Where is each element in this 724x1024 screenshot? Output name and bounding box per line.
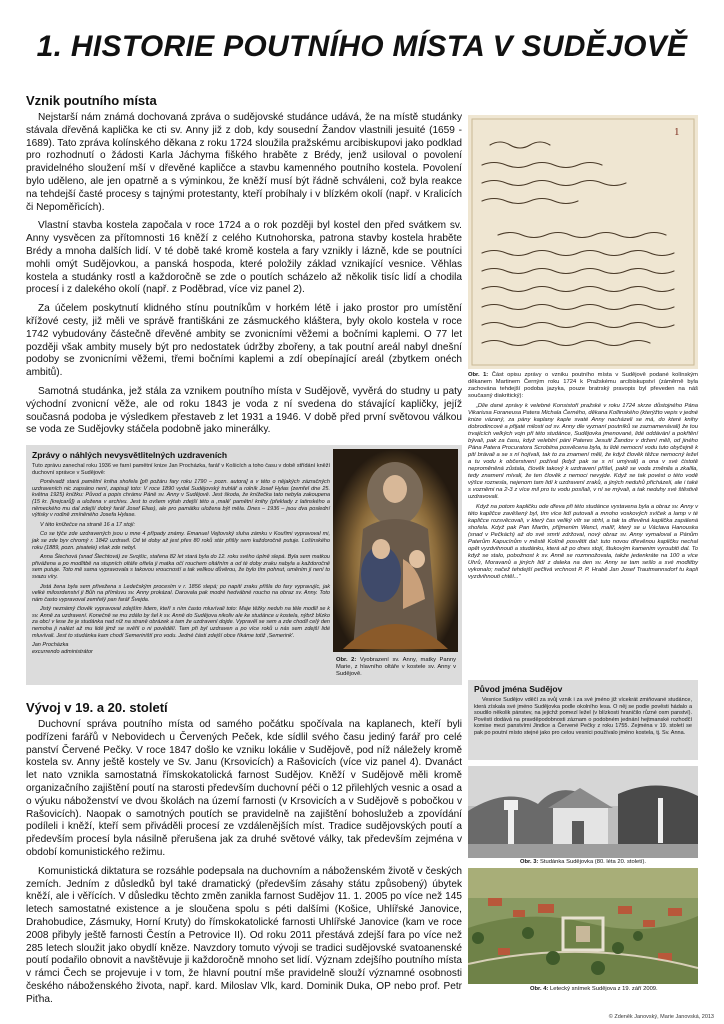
paragraph: Tuto zprávu zanechal roku 1936 ve farní pamětní knize Jan Procházka, farář v Košicích a toho času v době střídání kněží duchovní správce v Sudějově: (32, 463, 330, 476)
spring-photo (468, 766, 698, 858)
caption-quote: „Dlie dané zprávy k velebné Konsistoři pražské v roku 1724 skrze důstojného Pána Vikariusa Foraneusa Patera Michala Černého, děkana Kollinského (kterýžto vepis v jedné knize vázaný, za pány kaplany kaple svaté Anny nacházeli se má, do které knihy dobrodincové a přijaté milosti od sv. Anny dle vyznaní poutníků se zaznamenávali) že tou trvajících velkých vojn při této studánce, Sudějovka jmenované, lidé oddávání a pokřtění bývali, pak za času, když veleblní páni Pateres Jesuiti Žandov v držení měli, od jiného Pána Patera Procuratora Scrobiina posvěcena byla, tu lidé nemocní vodu tuto obyčejně k pití brávali a se s ní hojívali, tak to za znamení měli, že když člověk těžce nemocný ležel a tu vodu k občerstvení požíval (když pak se s ní umývali) a ona v své čistotě neproměněná zůstala, člověk takový k uzdravení přišel, pakli se voda změnila a zkalila, tedy znamení mívali, že ten člověk z nemoci nevyjde. Když se tak povést o této vodě výšce roznesla, nejenom tam lidí k uzdravení zraků, a jiných neduhů přicházeli, ale i také s vozněmi na 2-3 z více mil pro tu vodu posílali, v ní se mývali, a tak neduhy své štěstivě uzdravovali. (468, 403, 698, 500)
spring-photo-caption (520, 859, 698, 866)
paragraph: Nejstarší nám známá dochovaná zpráva o sudějovské studánce udává, že na místě studánky stávala dřevěná kaplička ke cti sv. Anny již z dob, kdy sousední Žandov vlastnili jesuité (1659 - 1689). Tato zpráva kolínského děkana z roku 1724 sloužila pražskému arcibiskupovi jako podklad pro rozhodnutí o žádosti Karla Jáchyma fiškého hraběte z Brédy, jenž usiloval o povolení pravidelného sloužení mší v dřevěné kapličce a stavbu kamenného poutního kostela. Povolení bylo uděleno, ale jen opatrně a s výminkou, že kněží musí být řádně schváleni, což byla reakce na tehdejší časté procesy s tajnými protestanty, kteří probíhaly i v blízkém okolí (např. v Kralicích či Nepoměřicích). (26, 112, 462, 213)
paragraph: V této knížečce na straně 16 a 17 stojí: (40, 521, 136, 528)
paragraph: Komunistická diktatura se rozsáhle podepsala na duchovním a náboženském životě v českých zemích. Jedním z důsledků byl také dramatický (především zásahy státu způsobený) úbytek kněží, ale i věřících. V důsledku těchto změn zanikla farnost Sudějov 11. 1. 2005 po více než 145 letech samostatné existence a je sloučena spolu s péti dalšími (Košice, Uhlířské Janovice, Drahobudice, Zásmuky, Horní Kruty) do římskokatolické farnosti Uhlířské Janovice (kam ve roce 2008 přibyly ještě farnosti Čestín a Petrovice II). Od roku 2011 přestává zdejší fara po více než 285 letech sloužit jako obydlí kněze. Navzdory tomuto vývoji se tradici sudějovské svatoanenské poutí podařilo obnovit a navštěvuje ji každoročně mnoho set lidí. Význam zdejšího poutního místa v rámci Čech se projevuje i v tom, že hlavní poutní mše pravidelně slouží významné osobnosti českého náboženského života, např. kard. Miloslav Vlk, kard. Dominik Duka, OP nebo prof. Petr Piťha. (26, 865, 462, 1005)
caption-intro: Část opisu zprávy o vzniku poutního místa v Sudějově podané kolínským děkanem Martinem Černým roku 1724 k Pražskému arcibiskupství (záměrně byla zachována tehdejší podoba jazyka, pouze bratrský pravopis byl převeden na náš současný diakritický): (468, 372, 698, 399)
caption-text: Vyobrazení sv. Anny, matky Panny Marie, z hlavního oltáře v kostele sv. Anny v Sudějově. (336, 657, 456, 677)
caption-text: Letecký snímek Sudějova z 19. září 2009. (550, 986, 658, 992)
section-origin-text (26, 112, 462, 443)
section-development-text (26, 719, 462, 1013)
paragraph: Jistý neznámý člověk vypravoval zdejším lidem, kteří s ním často mluvívali toto: Maje těžky neduh na těle modlil se k sv. Anně za uzdravení. Konečně se mu zdálo by šel k sv. Anně do Sudějova nikoliv ale ke studánce u kostela, nýbrž blízko za obcí v lese že je studánka nad níž na straně obrázek a tam že uzdravení dojde. Vypravěl se sem a zde chodil celý den nemoha ji nalézt až mu lidé jimž se svěřil o ni povědělí. Tam při byl uzdraven a po více roků u nás sem zdejší lidé mluvívali. Jest to studánka kam chodí Semeriniští pro vodu. Jedné části zdejší obce říkáme totiž ,Semerink'. (32, 606, 330, 639)
paragraph: Jistá žena byla sem přivežena s Ledečským procesím v r. 1856 slepá; po napití zraku přišla do fary vypravujíc, jak velké milosrdenství ji Bůh na přímluvu sv. Anny prokázal. Darovala pak modré hedvábné roucho na obraz sv. Anny. Toto nám často vypravoval zemřelý pan farář Švejda. (32, 583, 330, 603)
caption-label: Obr. 3: (520, 859, 539, 865)
paragraph: Duchovní správa poutního místa od samého počátku spočívala na kaplanech, kteří byli podřízeni farářů v Nebovidech u Červených Peček, kde sídlil svého času jediný farář pro celé panství Červené Pečky. V roce 1847 došlo ke vzniku lokálie v Sudějově, pod níž náležely kromě kostela sv. Anny ještě kostely ve Sv. Janu (Krsovicích) a Rašovicích (více viz panel 4). Dvanáct let nato vznikla samostatná římskokatolická farnost Sudějov. Kněží v Sudějově měli kromě organizačního zajištění poutí na starosti především duchovní péči o 12 přilehlých vesnic a osad a o výuku náboženství ve dvou školách na území farnosti (v Krsovicích a v Sudějově s pobočkou v Rašovicích). Naopak o samotných poutích se pravidelně na zajištění bohoslužeb a zpovídání podíleli i kněží, kteří sem přiváděli procesí ze vzdálenějších míst. Tradice sudějovských poutí a především procesí byla násilně přerušena jak za druhé světové války, tak především zejména v období komunistického režimu. (26, 719, 462, 858)
painting-icon (333, 449, 458, 652)
paragraph: Vlastní stavba kostela započala v roce 1724 a o rok později byl kostel den před svátkem sv. Anny vysvěcen za přítomnosti 16 kněží z celého Kutnohorska, patrona stavby kostela hraběte Brédy a mnoha dalších lidí. V té době také kromě kostela a fary vznikly i lázně, kde se poutníci mohli omýt Sudějovkou, a panská hospoda, které položily základ vznikající vesnice. Věhlas kostela a studánky rostl a každoročně se zde o poutích scházelo až několik tisíc lidí a chodila procesí i z dalekého okolí (např. z Poděbrad, více viz panel 2). (26, 220, 462, 296)
page-title: 1. HISTORIE POUTNÍHO MÍSTA V SUDĚJOVĚ (36, 30, 688, 63)
caption-label: Obr. 2: (336, 657, 357, 663)
manuscript-icon (468, 115, 698, 369)
aerial-photo-caption (530, 986, 698, 993)
document-number: 1 (674, 126, 680, 138)
signature-name: Jan Procházka (32, 642, 69, 649)
caption-label: Obr. 1: (468, 372, 489, 378)
section-heading-origin: Vznik poutního místa (26, 93, 157, 108)
paragraph: Poněvadž stará pamětní kniha shořela [při požáru fary roku 1790 – pozn. autora] a v této o nějakých zázračných uzdraveních nic zapsáno není, zapisuji toto: V roce 1890 vydal Sudějovský truhlář a rolník Josef Hylas (zemřel dne 25. května 1925) knížku: Původ a popis chrámu Páně sv. Anny v Sudějově. Jest škoda, že knížečka tato nebyla zakoupena (15 kr. [krejcarů]) a uložena v archivu. Jest to ovšem výtah zdejší této a ,malé' pamětní knihy (překlady z latinského a německého mu dal zdejší dobrý farář Josef Elias), ale pro památku uložena být měla. Dnes – 1936 – jsou dva poslední výtisky v rodině zmíněného Josefa Hylase. (32, 479, 330, 519)
paragraph: Anna Šlechová (snad Šlechtová) ze Svojšic, stařena 82 let stará byla do 12. roku svého úplně slepá. Byla sem matkou přivážena a po modlitbě na stupních oltáře ořtela ji matka očí rouchem oltářním a od té doby zraku nabyla a každoročně sem putuje. Toto mě sama vypravovala s takovou vroucností a tak velikou důvěrou, že bylo tím pohnut, uměním ji není to svazu víry. (32, 554, 330, 580)
healings-box (26, 445, 462, 685)
caption-text: Studánka Sudějovka (80. léta 20. století). (540, 859, 647, 865)
paragraph: Za účelem poskytnutí klidného stínu poutníkům v horkém létě i jako prostor pro umístění křížové cesty, již měli ve správě františkáni ze zásmuckého kláštera, byly okolo kostela v roce 1742 vybudovány částečně dřevěné ambity se zvonicními věžemi a bočními kaplemi. O 77 let později však ambity musely být pro nedostatek údržby zbořeny, a tak poutní areál nabyl dnešní podoby se zvonicními věžemi, třemi bočními kaplemi a zdí obepínající areál (zbytkem onéch ambitů). (26, 303, 462, 379)
copyright-credit: © Zdeněk Janovský, Marie Janovská, 2013 (608, 1014, 714, 1020)
name-origin-box (468, 680, 698, 760)
caption-quote: Když na potom kapličku ode dřeva při této studánce vystavena byla a obraz sv. Anny v této kapličce zavěšený byl, tím více lidí putovali a mnoho voskových svíček a lamp v té kapličce rozsvěcovali, v který čas veliký vítr se strhl, a tak ta dřevěná kaplička zapálená shořela. Když pak Pan Martin, příjmením Wencl, malíř, který se u Václava Hanouska (snad v Pečkách) až do své smrti zdržoval, nový obraz sv. Anny vymaloval a Pánům Paterům Kapucínům v městě Kolíně posvětit dal: tuto novou dřevěnou kapličku nechal opět vyzdvihnouti a studánku, která až po dnes stojí, štukovým kamenim vyroubiti dal. To když se stalo, pobožnost k sv. Anně se rozmnožovala, takže jedenkráte na 100 a více Uhrů, Moravanů a jiných lidí z daleka na den sv. Anny se tam sešlo a své modlitby vykonalo; načež tehdejší pečlivá vrchnost P. P. Hrabě Jan Josef Trautmannsdorf tu kapli vyzdvihnouti chtěl...“ (468, 504, 698, 580)
section-heading-development: Vývoj v 19. a 20. století (26, 700, 168, 715)
box-text: Vesnice Sudějov vděčí za svůj vznik i za své jméno již vícekrát zmiňované studánce, která získala své jméno Sudějovka podle okolního lesa. O něj se podle pověsti hádalo a soudilo několik pánstev, na jejichž pomezí ležel (v blízkosti hraničilo různé osm panství). Pověsti dodává na pravděpodobnosti záznam o podobném jednání hejtmanské rozhodčí komise mezi panstvími Jindice a Červené Pečky z roku 1755. Zejména v 19. století se pak po poutní místo stejné jako pro celou vesnici používalo jméno kostela, tj. Sv. Anna. (474, 697, 692, 736)
historical-document-photo (468, 115, 698, 369)
document-caption (468, 372, 698, 584)
paragraph: Co se týče zde uzdravených jsou u mne 4 případy známy. Emanuel Vejtovský sluha zámku v Kouřimi vypravoval mi, jak se zde byv chromý r. 1842 uzdravil. Od té doby až jest přes 80 roků stár přišly sem každoročně putuje. Lošínského roku (1889, pozn. pisatele) však zde nebyl. (32, 531, 330, 551)
box-heading: Původ jména Sudějov (474, 684, 563, 694)
caption-label: Obr. 4: (530, 986, 549, 992)
aerial-view-icon (468, 868, 698, 984)
paragraph: Samotná studánka, jež stála za vznikem poutního místa v Sudějově, vyvěrá do studny u paty východní zvonicní věže, ale od roku 1843 je voda z ní svedena do stávající kapličky, jejíž současná podoba je výsledkem přestaveb z let 1931 a 1946. V době před první světovou válkou se voda ze Sudějovky stáčela podobně jako minerálky. (26, 385, 462, 436)
painting-caption (336, 657, 456, 678)
box-text (32, 463, 330, 655)
box-heading: Zprávy o náhlých nevysvětlitelných uzdraveních (32, 450, 228, 460)
aerial-photo (468, 868, 698, 984)
chapel-icon (468, 766, 698, 858)
signature-title: excurrendo administrátor (32, 648, 93, 655)
saint-anne-painting (333, 449, 458, 652)
